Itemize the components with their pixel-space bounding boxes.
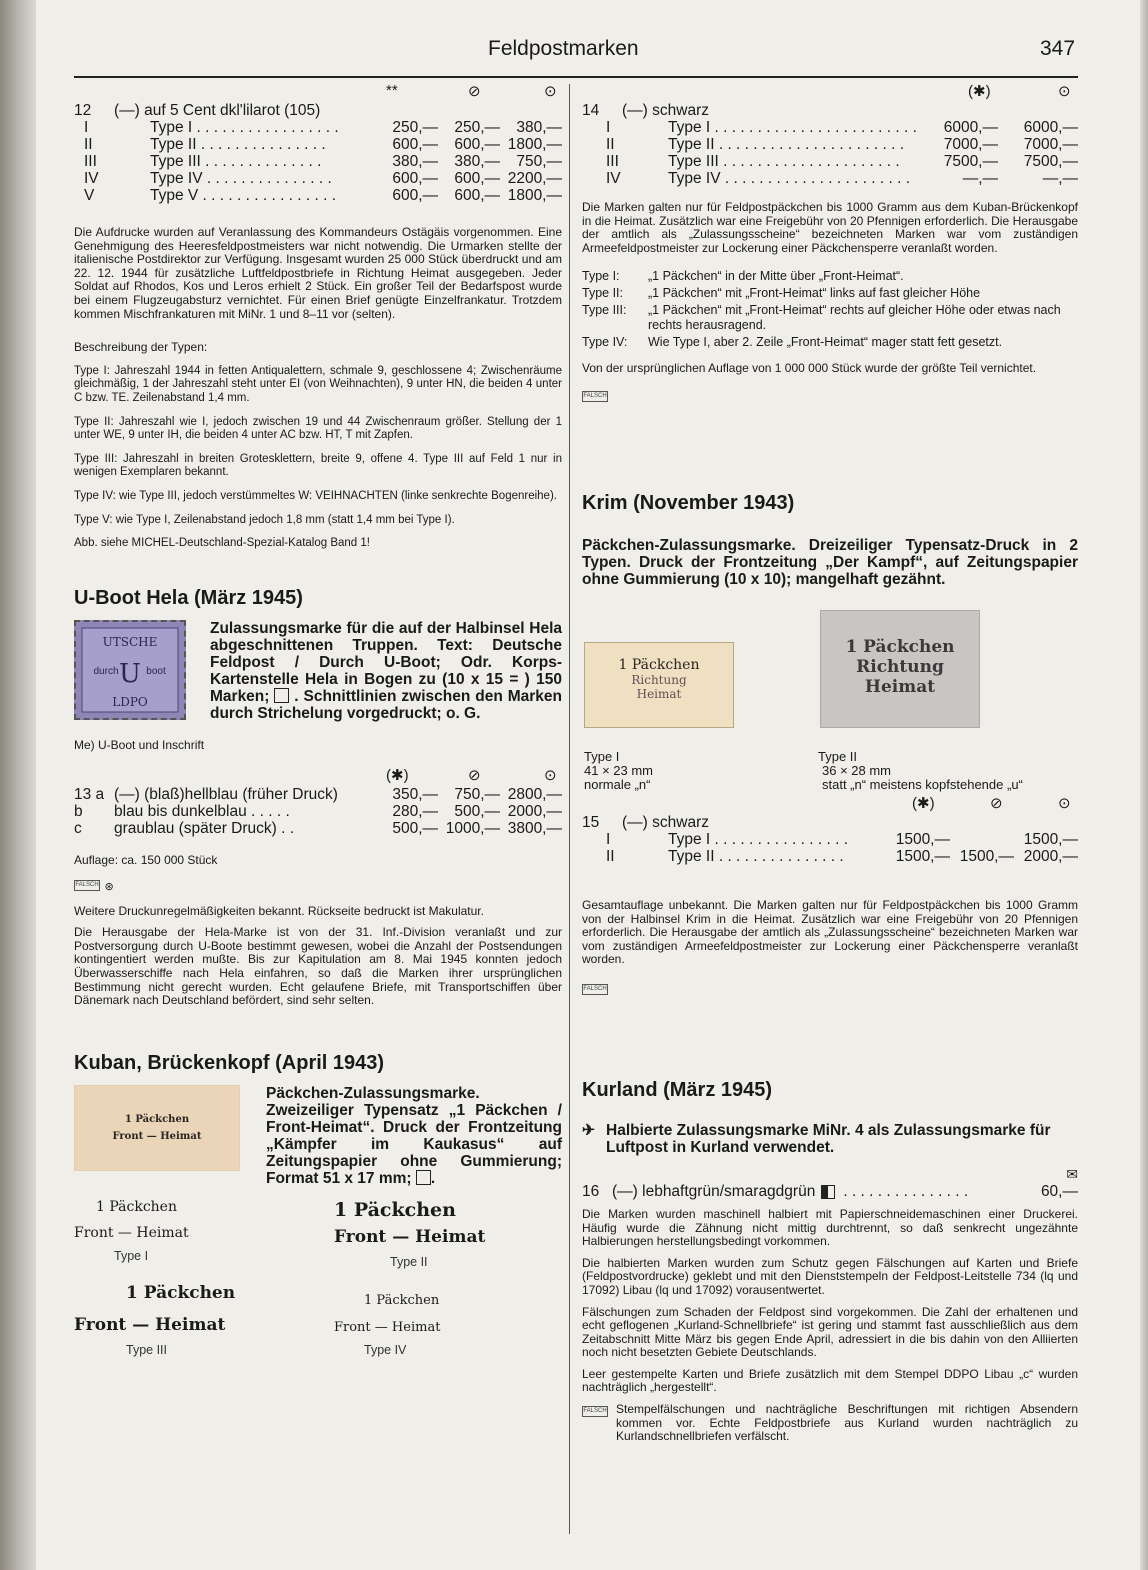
- price-row: [582, 119, 1078, 136]
- item-number: 15: [582, 813, 600, 831]
- item-14-auflage: Von der ursprünglichen Auflage von 1 000 000 Stück wurde der größte Teil vernichtet.: [582, 361, 1037, 376]
- type-key: Type III:: [582, 303, 627, 318]
- page-edge: [1140, 0, 1148, 1570]
- price-value: 7500,—: [943, 153, 998, 170]
- hinged-symbol: ⊘: [468, 83, 481, 100]
- price-row: [74, 803, 562, 820]
- hela-caption: Me) U-Boot und Inschrift: [74, 737, 205, 752]
- roman-numeral: IV: [84, 170, 99, 187]
- price-value: 280,—: [392, 802, 438, 820]
- type-value: „1 Päckchen“ mit „Front-Heimat“ links auf fast gleicher Höhe: [648, 286, 981, 301]
- price-value: 1800,—: [507, 187, 562, 204]
- kuban-type-3: [74, 1283, 334, 1357]
- price-value: 250,—: [392, 119, 438, 136]
- type-1-line-2: Front — Heimat: [74, 1224, 189, 1241]
- row-label: Type I . . . . . . . . . . . . . . . .: [668, 830, 849, 848]
- price-value: 7500,—: [1023, 153, 1078, 170]
- krim-description: Päckchen-Zulassungsmarke. Dreizeiliger Typensatz-Druck in 2 Typen. Druck der Frontzeitung „Der Kampf“, auf Zeitungspapier ohne Gummierung (10 x 10); mangelhaft gezähnt.: [582, 536, 1078, 588]
- price-value: 1500,—: [895, 847, 950, 865]
- krim-caption-2: [818, 750, 1023, 792]
- book-gutter: [0, 0, 36, 1570]
- price-value: 1000,—: [445, 819, 500, 837]
- row-index: [582, 831, 606, 848]
- page-title: Feldpostmarken: [488, 37, 639, 60]
- row-label: Type IV . . . . . . . . . . . . . . . . . . . . . .: [668, 170, 911, 187]
- row-index: [582, 119, 606, 136]
- symbol-unused: (✱): [968, 83, 991, 100]
- krim-stamp2-line-1: 1 Päckchen: [845, 636, 955, 657]
- section-title-kurland: Kurland (März 1945): [582, 1078, 773, 1101]
- kuban-stamp-line-2: Front — Heimat: [112, 1130, 202, 1142]
- type-value: „1 Päckchen“ mit „Front-Heimat“ rechts auf gleicher Höhe oder etwas nach rechts herausragend.: [648, 303, 1061, 333]
- row-index: c: [74, 819, 82, 837]
- price-value: —,—: [962, 170, 998, 187]
- item-description: (—) lebhaftgrün/smaragdgrün: [612, 1182, 816, 1200]
- hela-note-2: Die Herausgabe der Hela-Marke ist von der 31. Inf.-Division veranlaßt und zur Postversorgung durch U-Boote bestimmt gewesen, wobei die Anzahl der Postsendungen kontingentiert werden mußte. Bis zur Kapitulation am 8. Mai 1945 konnten jedoch Überwasserschiffe nach Hela einfahren, so daß die Marken ihrer ursprünglichen Bestimmung nicht gerecht wurden. Echt gelaufene Briefe, mit Transportschiffen über Dänemark nach Deutschland befördert, sind sehr selten.: [74, 925, 562, 1008]
- used-symbol: ⊙: [544, 83, 557, 100]
- type-description: Type I: Jahreszahl 1944 in fetten Antiqualettern, schmale 9, geschlossene 4; Zwischenräume gleichmäßig, 1 der Jahreszahl steht unter EI (von Weihnachten), 9 unter HN, die beiden 4 unter C bzw. TE. Zeilenabstand 1,4 mm.: [74, 364, 562, 404]
- type-description: Type III: Jahreszahl in breiten Grotesklettern, breite 9, offene 4. Type III auf Feld 1 nur in wenigen Exemplaren bekannt.: [74, 452, 562, 479]
- cap2-line-3: statt „n“ meistens kopfstehende „u“: [822, 776, 1023, 792]
- item-12-header: [74, 102, 562, 119]
- section-title-kuban: Kuban, Brückenkopf (April 1943): [74, 1051, 385, 1074]
- row-label: Type I . . . . . . . . . . . . . . . . . . . . . . . .: [668, 119, 917, 136]
- type-key: Type IV:: [582, 335, 628, 350]
- price-value: 7000,—: [1023, 136, 1078, 153]
- price-value: 600,—: [454, 170, 500, 187]
- type-key: Type II:: [582, 286, 623, 301]
- price-value: 1500,—: [959, 847, 1014, 865]
- price-value: 1500,—: [1023, 830, 1078, 848]
- price-value: 6000,—: [1023, 119, 1078, 136]
- type-description: Type IV: wie Type III, jedoch verstümmeltes W: VEIHNACHTEN (linke senkrechte Bogenreihe).: [74, 489, 557, 502]
- cap2-line-2: 36 × 28 mm: [822, 762, 892, 778]
- row-index: 13 a: [74, 785, 105, 803]
- row-index: [74, 136, 84, 153]
- row-label: Type II . . . . . . . . . . . . . . . . . . . . . .: [668, 136, 905, 153]
- type-key: Type I:: [582, 269, 620, 284]
- cap1-line-3: normale „n“: [584, 776, 651, 792]
- kuban-stamp-image: [74, 1085, 240, 1171]
- item-description: (—) auf 5 Cent dkl'lilarot (105): [114, 102, 321, 119]
- item-14-header: [582, 102, 1078, 119]
- type-1-caption: Type I: [114, 1248, 149, 1263]
- symbol-unused: (✱): [912, 794, 935, 812]
- item-14-rows: [582, 119, 1078, 187]
- krim-stamp2-line-2: Richtung: [856, 656, 944, 677]
- kurland-last: [582, 1403, 1078, 1444]
- expertise-icon: ⊛: [104, 880, 114, 893]
- mint-symbol: **: [386, 82, 398, 99]
- type-description: Type V: wie Type I, Zeilenabstand jedoch 1,8 mm (statt 1,4 mm bei Type I).: [74, 513, 455, 526]
- type-2-line-2: Front — Heimat: [334, 1226, 486, 1247]
- stamp-line-2: durch: [93, 665, 119, 677]
- price-value: 600,—: [392, 187, 438, 204]
- item-14-types: [582, 269, 1078, 350]
- roman-numeral: II: [606, 136, 615, 153]
- kuban-type-4: [334, 1283, 562, 1357]
- falsch-icon-wrap: [582, 388, 1078, 406]
- price-value: —,—: [1042, 170, 1078, 187]
- kuban-type-2: [334, 1199, 562, 1269]
- roman-numeral: II: [84, 136, 93, 153]
- price-row: [74, 119, 562, 136]
- roman-numeral: IV: [606, 170, 621, 187]
- falsch-icon: FALSCH: [582, 984, 608, 995]
- hela-stamp-svg: [76, 622, 184, 718]
- falsch-icon-wrap-2: [582, 981, 1078, 999]
- cap1-line-1: Type I: [584, 748, 620, 764]
- hela-note-1: Weitere Druckunregelmäßigkeiten bekannt. Rückseite bedruckt ist Makulatur.: [74, 903, 484, 918]
- type-description: Type II: Jahreszahl wie I, jedoch zwischen 19 und 44 Zwischenraum größer. Stellung der 1 unter WE, 9 unter IH, die beiden 4 unter AC bzw. HT, T mit Zapfen.: [74, 415, 562, 442]
- row-index: [74, 170, 84, 187]
- types-heading: Beschreibung der Typen:: [74, 340, 208, 355]
- item-14-symbols: [582, 82, 1078, 102]
- falsch-icon: FALSCH: [582, 391, 608, 402]
- row-label: Type III . . . . . . . . . . . . . .: [150, 153, 322, 170]
- price-row: [582, 831, 1078, 848]
- half-stamp-icon: [821, 1185, 835, 1199]
- type-value: „1 Päckchen“ in der Mitte über „Front-Heimat“.: [648, 269, 904, 284]
- roman-numeral: I: [606, 119, 611, 136]
- row-index: [582, 170, 606, 187]
- krim-symbols: [582, 794, 1078, 814]
- type-4-line-1: 1 Päckchen: [364, 1292, 440, 1308]
- kurland-paragraph: Fälschungen zum Schaden der Feldpost sind vorgekommen. Die Zahl der erhaltenen und echt geflogenen „Kurland-Schnellbriefe“ ist gering und stammt fast ausschließlich aus dem Zeitabschnitt Mitte März bis gegen Ende April, adressiert in die bis dahin von den Alliierten noch nicht besetzten Gebiete Deutschlands.: [582, 1304, 1078, 1360]
- letter-icon: ✉: [1066, 1165, 1078, 1182]
- symbol-hinged: ⊘: [990, 794, 1003, 812]
- type-3-caption: Type III: [126, 1342, 167, 1357]
- row-index: [74, 187, 84, 204]
- row-index: b: [74, 802, 83, 820]
- price-symbols-header: [74, 82, 562, 102]
- type-entry: [582, 286, 1078, 301]
- row-label: Type V . . . . . . . . . . . . . . . .: [150, 187, 337, 204]
- item-12-rows: [74, 119, 562, 204]
- price-row: [74, 153, 562, 170]
- price-value: 2000,—: [507, 802, 562, 820]
- kurland-paragraph: Die Marken wurden maschinell halbiert mit Papierschneidemaschinen einer Druckerei. Häufig wurde die Zähnung nicht mittig durchtrennt, so daß senkrecht ungezähnte Halbierungen herstellungsbedingt vorkommen.: [582, 1206, 1078, 1249]
- price-value: 600,—: [392, 170, 438, 187]
- symbol-unused: (✱): [386, 766, 409, 784]
- right-column: [582, 82, 1078, 1444]
- type-entry: [582, 303, 1078, 333]
- kurland-paragraph: Die halbierten Marken wurden zum Schutz gegen Fälschungen auf Karten und Briefe (Feldpostvordrucke) geklebt und mit den Dienststempeln der Feldpost-Leitstelle 734 (lq und 17092) Libau (lq und 17092) vorausentwertet.: [582, 1255, 1078, 1297]
- price-value: 380,—: [516, 119, 562, 136]
- krim-stamp2-line-3: Heimat: [864, 676, 936, 697]
- price-value: 350,—: [392, 785, 438, 803]
- roman-numeral: I: [84, 119, 89, 136]
- header-rule: [74, 76, 1078, 78]
- price-value: 500,—: [392, 819, 438, 837]
- falsch-icon: FALSCH: [582, 1406, 608, 1417]
- krim-captions: [582, 750, 1078, 794]
- roman-numeral: I: [606, 830, 611, 848]
- cap1-line-2: 41 × 23 mm: [584, 762, 654, 778]
- price-value: 7000,—: [943, 136, 998, 153]
- hela-auflage: Auflage: ca. 150 000 Stück: [74, 852, 218, 867]
- kuban-block: [74, 1085, 562, 1187]
- kuban-desc-b: .: [430, 1169, 436, 1187]
- type-1-line-1: 1 Päckchen: [96, 1198, 177, 1215]
- hela-description: [210, 620, 562, 722]
- price-value: 750,—: [454, 785, 500, 803]
- price-row: [582, 848, 1078, 865]
- type-2-caption: Type II: [390, 1254, 428, 1269]
- krim-stamp1-line-3: Heimat: [636, 686, 682, 701]
- symbol-used: ⊙: [1058, 794, 1071, 812]
- roman-numeral: III: [84, 153, 97, 170]
- item-12-note: Die Aufdrucke wurden auf Veranlassung des Kommandeurs Ostägäis vorgenommen. Eine Genehmigung des Heeresfeldpostmeisters war nicht notwendig. Die Urmarken stellte der italienische Postdirektor zur Verfügung. Insgesamt wurden 25 000 Stück überdruckt und am 22. 12. 1944 für zusätzliche Luftfeldpostbriefe in Richtung Heimat ausgegeben. Jeder Soldat auf Rhodos, Kos und Leros erhielt 2 Stück. Ein großer Teil der Bedarfspost wurde bei einem Flugzeugabsturz vernichtet. Für einen Brief genügte Einzelfrankatur. Trotzdem kommen Mischfrankaturen mit MiNr. 1 und 8–11 vor (selten).: [74, 225, 562, 321]
- roman-numeral: V: [84, 187, 95, 204]
- price-value: 380,—: [454, 153, 500, 170]
- price-value: 2200,—: [507, 170, 562, 187]
- price-value: 600,—: [454, 187, 500, 204]
- section-title-hela: U-Boot Hela (März 1945): [74, 586, 303, 609]
- type-entry: [582, 335, 1078, 350]
- row-label: Type II . . . . . . . . . . . . . . .: [150, 136, 326, 153]
- price-value: 2800,—: [507, 785, 562, 803]
- kuban-description: [266, 1085, 562, 1187]
- price-value: 250,—: [454, 119, 500, 136]
- type-2-line-1: 1 Päckchen: [334, 1198, 456, 1221]
- row-index: [582, 153, 606, 170]
- kurland-last-note: Stempelfälschungen und nachträgliche Beschriftungen mit richtigen Absendern kommen vor. Echte Feldpostbriefe aus Kurland wurden nachträglich zu Kurlandschnellbriefen verfälscht.: [616, 1402, 1078, 1444]
- roman-numeral: II: [606, 847, 615, 865]
- type-entry: [582, 269, 1078, 284]
- row-label: blau bis dunkelblau . . . . .: [114, 802, 290, 820]
- kurland-desc-text: Halbierte Zulassungsmarke MiNr. 4 als Zulassungsmarke für Luftpost in Kurland verwendet.: [606, 1121, 1051, 1156]
- price-value: 600,—: [392, 136, 438, 153]
- type-value: Wie Type I, aber 2. Zeile „Front-Heimat“ mager statt fett gesetzt.: [648, 335, 1003, 350]
- price-row: [74, 136, 562, 153]
- section-title-krim: Krim (November 1943): [582, 491, 795, 514]
- price-value: 380,—: [392, 153, 438, 170]
- krim-note: Gesamtauflage unbekannt. Die Marken galten nur für Feldpostpäckchen bis 1000 Gramm von der Halbinsel Krim in die Heimat. Zusätzlich war eine Freigebühr von 20 Pfennigen erforderlich. Die Herausgabe der amtlich als „Zulassungsscheine“ bezeichneten Marken war vom zuständigen Armeefeldpostmeister zur Lockerung einer Päckchensperre veranlaßt worden.: [582, 897, 1078, 967]
- price-value: [950, 831, 1014, 848]
- stamp-line-3: U: [119, 658, 141, 689]
- types-list: [74, 365, 562, 551]
- kuban-stamp-line-1: 1 Päckchen: [124, 1113, 190, 1125]
- imperforate-symbol-icon: [416, 1170, 431, 1185]
- item-description: (—) schwarz: [622, 813, 709, 831]
- price-row: [74, 786, 562, 803]
- item-number: 16: [582, 1182, 600, 1200]
- price-value: 500,—: [454, 802, 500, 820]
- krim-caption-1: [584, 750, 653, 792]
- row-index: [582, 136, 606, 153]
- type-3-line-2: Front — Heimat: [74, 1314, 226, 1335]
- krim-stamp-type-1: [584, 642, 734, 728]
- price-value: 6000,—: [943, 119, 998, 136]
- price-value: 3800,—: [507, 819, 562, 837]
- item-value: 60,—: [1040, 1182, 1078, 1200]
- krim-stamp-type-2: [820, 610, 980, 728]
- kurland-paragraphs: [582, 1208, 1078, 1395]
- item-dots: . . . . . . . . . . . . . . .: [843, 1182, 969, 1200]
- row-index: [74, 119, 84, 136]
- item-15-rows: [582, 831, 1078, 865]
- stamp-line-5: LDPO: [112, 694, 148, 709]
- hela-desc-b: . Schnittlinien zwischen den Marken durch Strichelung vorgedruckt; o. G.: [210, 687, 562, 722]
- symbol-hinged: ⊘: [468, 766, 481, 784]
- imperforate-symbol-icon: [274, 688, 289, 703]
- kurland-description: [582, 1122, 1078, 1156]
- kuban-desc-a: Päckchen-Zulassungsmarke. Zweizeiliger Typensatz „1 Päckchen / Front-Heimat“. Druck der Frontzeitung „Kämpfer im Kaukasus“ auf Zeitungspapier ohne Gummierung; Format 51 x 17 mm;: [266, 1084, 562, 1187]
- krim-stamps: [582, 610, 1078, 756]
- row-label: (—) (blaß)hellblau (früher Druck): [114, 785, 338, 803]
- row-label: Type III . . . . . . . . . . . . . . . . . . . . .: [668, 153, 900, 170]
- stamp-line-4: boot: [146, 665, 166, 677]
- stamp-line-1: UTSCHE: [102, 634, 158, 649]
- hela-symbols: [74, 766, 562, 786]
- krim-stamp1-line-2: Richtung: [631, 672, 687, 687]
- symbol-used: ⊙: [544, 766, 557, 784]
- price-row: [582, 153, 1078, 170]
- page-number: 347: [1040, 37, 1076, 60]
- falsch-icon: FALSCH: [74, 880, 100, 891]
- left-column: [74, 82, 562, 1357]
- price-row: [74, 820, 562, 837]
- kuban-type-1: [74, 1199, 334, 1269]
- row-index: [74, 153, 84, 170]
- hela-desc-a: Zulassungsmarke für die auf der Halbinsel Hela abgeschnittenen Truppen. Text: Deutsche Feldpost / Durch U-Boot; Odr. Korps-Kartenstelle Hela in Bogen zu (10 x 15 = ) 150 Marken;: [210, 619, 562, 705]
- item-number: 14: [582, 102, 600, 119]
- row-index: [582, 848, 606, 865]
- krim-stamp1-line-1: 1 Päckchen: [618, 656, 700, 673]
- symbol-used: ⊙: [1058, 83, 1071, 100]
- row-label: Type I . . . . . . . . . . . . . . . . .: [150, 119, 339, 136]
- item-14-note: Die Marken galten nur für Feldpostpäckchen bis 1000 Gramm aus dem Kuban-Brückenkopf in die Heimat. Zusätzlich war eine Freigebühr von 20 Pfennigen erforderlich. Die Herausgabe der amtlich als „Zulassungsscheine“ bezeichneten Marken war vom zuständigen Armeefeldpostmeister zur Lockerung einer Päckchensperre veranlaßt worden.: [582, 200, 1078, 255]
- row-label: Type II . . . . . . . . . . . . . . .: [668, 847, 844, 865]
- price-value: 1500,—: [895, 830, 950, 848]
- row-label: Type IV . . . . . . . . . . . . . . .: [150, 170, 332, 187]
- item-description: (—) schwarz: [622, 102, 709, 119]
- type-4-caption: Type IV: [364, 1342, 407, 1357]
- price-value: 2000,—: [1023, 847, 1078, 865]
- hela-rows: [74, 786, 562, 837]
- price-row: [582, 136, 1078, 153]
- roman-numeral: III: [606, 153, 619, 170]
- price-value: 600,—: [454, 136, 500, 153]
- hela-stamp-image: [74, 620, 186, 720]
- item-16-row: [582, 1183, 1078, 1200]
- item-number: 12: [74, 102, 92, 119]
- airplane-icon: ✈: [582, 1121, 595, 1139]
- kurland-paragraph: Leer gestempelte Karten und Briefe zusätzlich mit dem Stempel DDPO Libau „c“ wurden nachträglich „hergestellt“.: [582, 1366, 1078, 1395]
- type-description: Abb. siehe MICHEL-Deutschland-Spezial-Katalog Band 1!: [74, 537, 370, 550]
- cap2-line-1: Type II: [818, 748, 858, 764]
- price-row: [74, 187, 562, 204]
- hela-block: [74, 620, 562, 722]
- item-15-header: [582, 814, 1078, 831]
- price-value: 750,—: [516, 153, 562, 170]
- type-3-line-1: 1 Päckchen: [126, 1282, 236, 1303]
- falsch-icons: [74, 877, 562, 895]
- price-value: 1800,—: [507, 136, 562, 153]
- row-label: graublau (später Druck) . .: [114, 819, 295, 837]
- price-row: [74, 170, 562, 187]
- column-divider: [569, 84, 570, 1534]
- kuban-types-grid: [74, 1199, 562, 1357]
- type-4-line-2: Front — Heimat: [334, 1319, 441, 1335]
- price-row: [582, 170, 1078, 187]
